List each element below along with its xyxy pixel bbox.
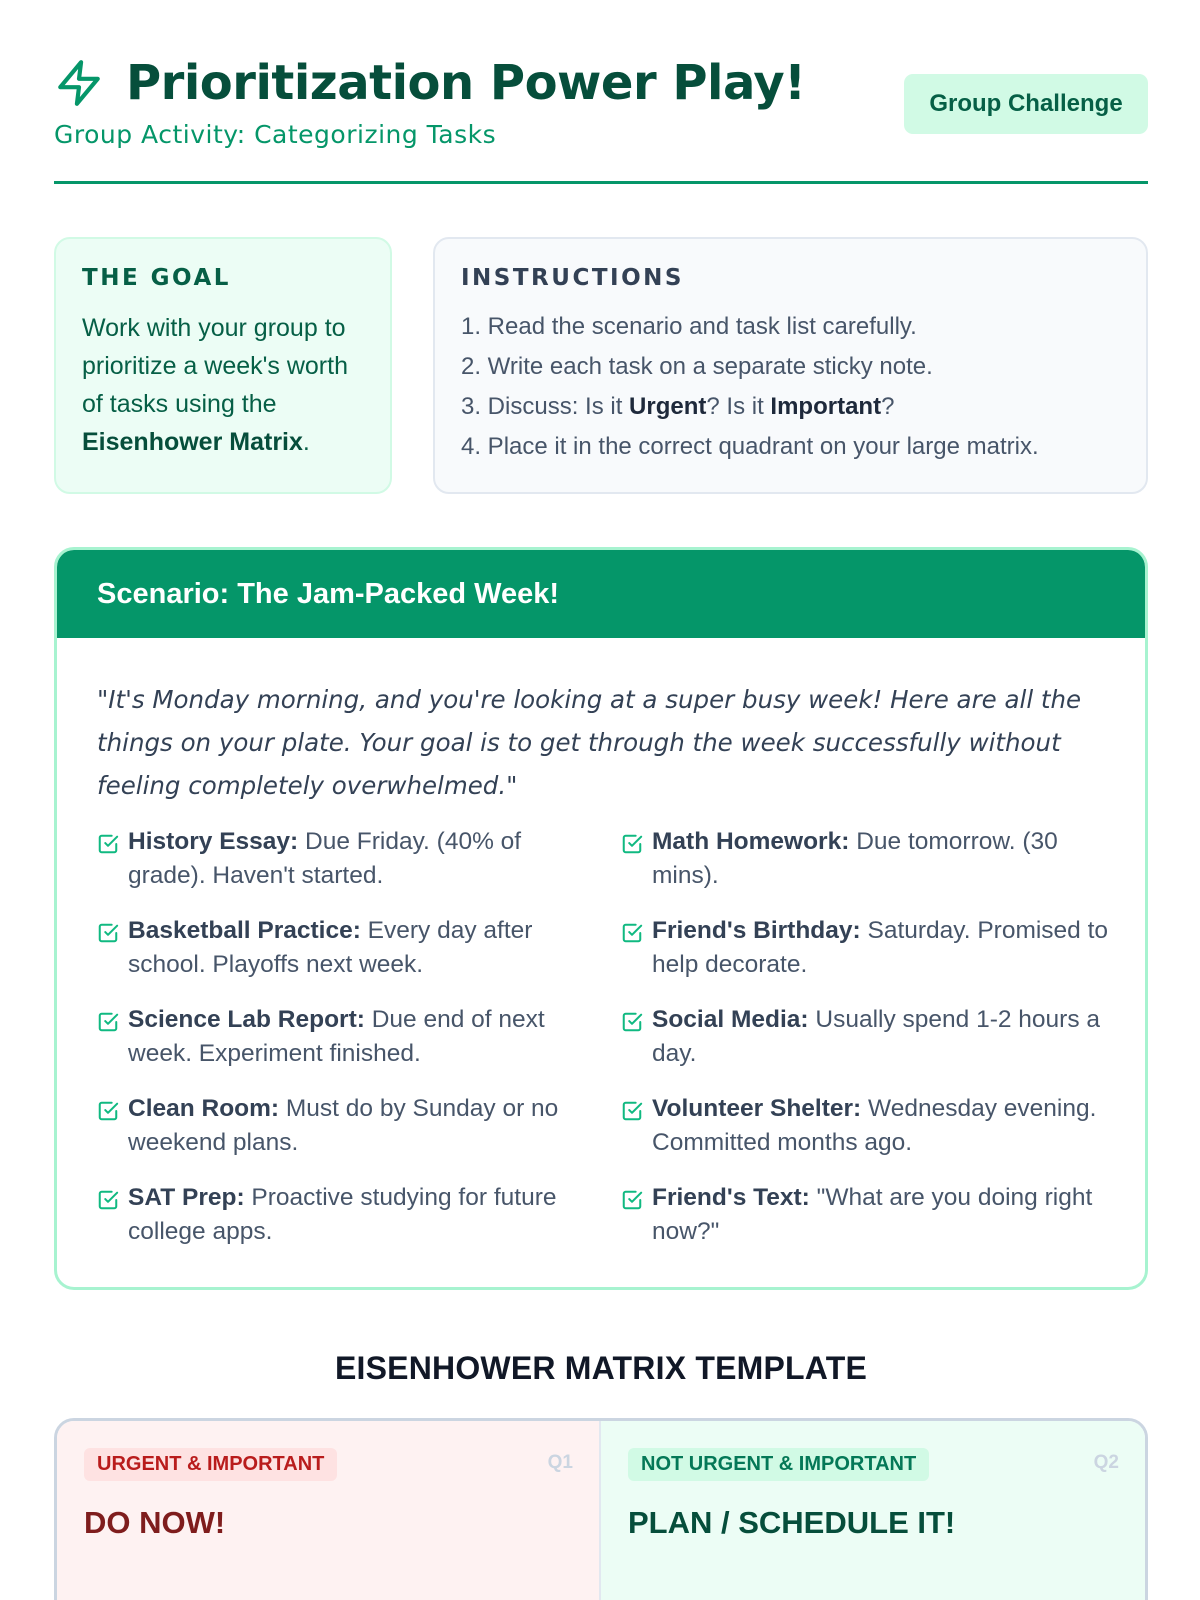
instruction-step: 2. Write each task on a separate sticky note.	[461, 353, 933, 380]
quadrant-title: PLAN / SCHEDULE IT!	[628, 1505, 956, 1540]
instructions-list	[461, 307, 1120, 467]
goal-heading: THE GOAL	[82, 265, 231, 291]
check-square-icon	[621, 1189, 643, 1211]
group-challenge-badge: Group Challenge	[904, 74, 1148, 134]
check-square-icon	[97, 922, 119, 944]
task-item: Friend's Birthday: Saturday. Promised to help decorate.	[621, 914, 1137, 982]
quadrant-tag: URGENT & IMPORTANT	[84, 1448, 337, 1481]
goal-text: Work with your group to prioritize a week's worth of tasks using the Eisenhower Matrix.	[82, 314, 348, 456]
scenario-quote: "It's Monday morning, and you're looking at a super busy week! Here are all the things on your plate. Your goal is to get through the week successfully without feeling completely overwhelmed."	[97, 685, 1082, 800]
check-square-icon	[97, 1189, 119, 1211]
task-item: Science Lab Report: Due end of next week. Experiment finished.	[97, 1003, 613, 1071]
task-item: Math Homework: Due tomorrow. (30 mins).	[621, 825, 1137, 893]
instructions-heading: INSTRUCTIONS	[461, 265, 684, 291]
scenario-body	[57, 638, 1145, 1249]
instruction-step: 3. Discuss: Is it Urgent? Is it Important?	[461, 393, 895, 420]
page-title: Prioritization Power Play!	[126, 55, 806, 111]
check-square-icon	[97, 1100, 119, 1122]
page-subtitle: Group Activity: Categorizing Tasks	[54, 120, 497, 149]
goal-card	[54, 237, 392, 494]
quadrant-q1	[57, 1421, 601, 1600]
task-item: Clean Room: Must do by Sunday or no weekend plans.	[97, 1092, 613, 1160]
task-item: Friend's Text: "What are you doing right now?"	[621, 1181, 1137, 1249]
matrix-title: EISENHOWER MATRIX TEMPLATE	[334, 1350, 867, 1386]
instruction-step: 4. Place it in the correct quadrant on your large matrix.	[461, 433, 1039, 460]
scenario-title: Scenario: The Jam-Packed Week!	[57, 550, 1145, 638]
check-square-icon	[97, 833, 119, 855]
quadrant-tag: NOT URGENT & IMPORTANT	[628, 1448, 929, 1481]
task-item: SAT Prep: Proactive studying for future college apps.	[97, 1181, 613, 1249]
quadrant-q2	[601, 1421, 1145, 1600]
task-item: Social Media: Usually spend 1-2 hours a day.	[621, 1003, 1137, 1071]
goal-emphasis: Eisenhower Matrix	[82, 428, 303, 456]
check-square-icon	[621, 1100, 643, 1122]
task-item: Basketball Practice: Every day after school. Playoffs next week.	[97, 914, 613, 982]
header-divider	[54, 181, 1148, 184]
quadrant-number: Q2	[1093, 1452, 1119, 1473]
lightning-bolt-icon	[54, 54, 104, 112]
check-square-icon	[97, 1011, 119, 1033]
scenario-card	[54, 547, 1148, 1290]
task-list	[97, 825, 1109, 1249]
title-row	[54, 50, 806, 116]
task-item: Volunteer Shelter: Wednesday evening. Committed months ago.	[621, 1092, 1137, 1160]
quadrant-title: DO NOW!	[84, 1505, 226, 1540]
eisenhower-matrix	[54, 1418, 1148, 1600]
instructions-card	[433, 237, 1148, 494]
check-square-icon	[621, 922, 643, 944]
task-item: History Essay: Due Friday. (40% of grade). Haven't started.	[97, 825, 613, 893]
instruction-step: 1. Read the scenario and task list carefully.	[461, 313, 917, 340]
check-square-icon	[621, 1011, 643, 1033]
header	[54, 50, 1148, 184]
check-square-icon	[621, 833, 643, 855]
quadrant-number: Q1	[547, 1452, 573, 1473]
